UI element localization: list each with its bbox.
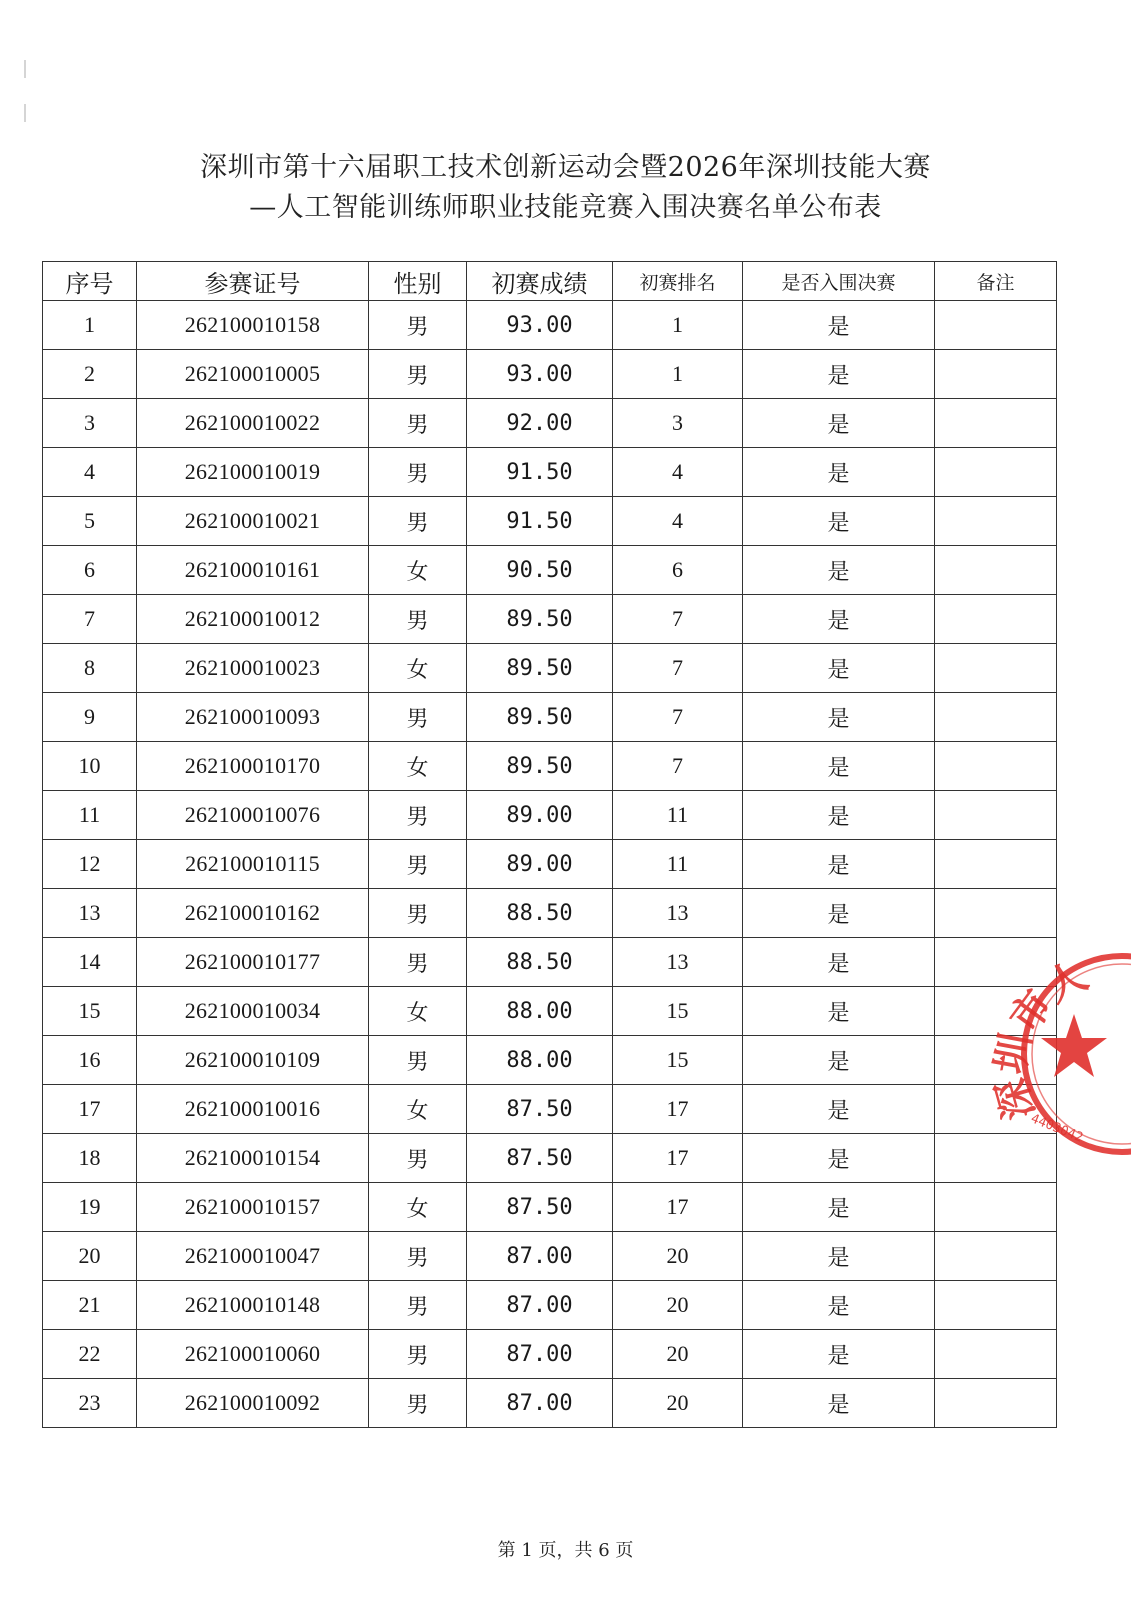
cell-score: 88.00 [467, 987, 613, 1036]
cell-remark [935, 791, 1057, 840]
cell-seq: 1 [43, 301, 137, 350]
cell-seq: 3 [43, 399, 137, 448]
cell-remark [935, 448, 1057, 497]
cell-score: 89.50 [467, 644, 613, 693]
scan-artifact [24, 104, 26, 122]
cell-remark [935, 840, 1057, 889]
cell-score: 89.00 [467, 840, 613, 889]
cell-cert: 262100010060 [137, 1330, 369, 1379]
table-row [43, 742, 1057, 791]
cell-remark [935, 742, 1057, 791]
cell-gender: 男 [369, 1281, 467, 1330]
cell-cert: 262100010115 [137, 840, 369, 889]
cell-rank: 1 [613, 350, 743, 399]
finalist-table [42, 261, 1057, 1428]
cell-gender: 男 [369, 497, 467, 546]
cell-seq: 18 [43, 1134, 137, 1183]
cell-score: 89.50 [467, 742, 613, 791]
header-seq: 序号 [43, 262, 137, 301]
cell-finalist: 是 [743, 889, 935, 938]
table-row [43, 448, 1057, 497]
table-header-row [43, 262, 1057, 301]
table-row [43, 644, 1057, 693]
cell-cert: 262100010177 [137, 938, 369, 987]
table-row [43, 399, 1057, 448]
cell-seq: 5 [43, 497, 137, 546]
cell-score: 87.00 [467, 1232, 613, 1281]
cell-gender: 男 [369, 938, 467, 987]
cell-rank: 13 [613, 889, 743, 938]
cell-finalist: 是 [743, 1379, 935, 1428]
cell-score: 87.50 [467, 1183, 613, 1232]
cell-finalist: 是 [743, 644, 935, 693]
seal-text: 深圳市人工智 [976, 908, 1095, 1125]
cell-finalist: 是 [743, 938, 935, 987]
cell-remark [935, 595, 1057, 644]
cell-cert: 262100010170 [137, 742, 369, 791]
cell-gender: 男 [369, 301, 467, 350]
cell-rank: 20 [613, 1379, 743, 1428]
cell-seq: 23 [43, 1379, 137, 1428]
cell-finalist: 是 [743, 693, 935, 742]
cell-rank: 20 [613, 1330, 743, 1379]
cell-seq: 13 [43, 889, 137, 938]
cell-seq: 9 [43, 693, 137, 742]
cell-gender: 男 [369, 1232, 467, 1281]
cell-finalist: 是 [743, 399, 935, 448]
cell-remark [935, 1379, 1057, 1428]
table-row [43, 987, 1057, 1036]
cell-seq: 4 [43, 448, 137, 497]
header-finalist: 是否入围决赛 [743, 262, 935, 301]
table-body [43, 301, 1057, 1428]
cell-rank: 7 [613, 644, 743, 693]
header-cert: 参赛证号 [137, 262, 369, 301]
cell-remark [935, 546, 1057, 595]
header-rank: 初赛排名 [613, 262, 743, 301]
table-row [43, 1232, 1057, 1281]
table-row [43, 1036, 1057, 1085]
title-line-1: 深圳市第十六届职工技术创新运动会暨2026年深圳技能大赛 [200, 152, 931, 183]
cell-finalist: 是 [743, 448, 935, 497]
cell-rank: 11 [613, 791, 743, 840]
cell-remark [935, 889, 1057, 938]
cell-seq: 17 [43, 1085, 137, 1134]
title-line-2: —人工智能训练师职业技能竞赛入围决赛名单公布表 [249, 192, 882, 223]
cell-remark [935, 399, 1057, 448]
cell-cert: 262100010076 [137, 791, 369, 840]
cell-score: 89.50 [467, 693, 613, 742]
cell-score: 87.50 [467, 1134, 613, 1183]
official-seal [976, 908, 1131, 1174]
cell-gender: 男 [369, 840, 467, 889]
cell-rank: 7 [613, 595, 743, 644]
cell-score: 93.00 [467, 301, 613, 350]
cell-remark [935, 693, 1057, 742]
cell-seq: 12 [43, 840, 137, 889]
cell-cert: 262100010005 [137, 350, 369, 399]
cell-rank: 17 [613, 1134, 743, 1183]
cell-cert: 262100010021 [137, 497, 369, 546]
cell-finalist: 是 [743, 1134, 935, 1183]
header-score: 初赛成绩 [467, 262, 613, 301]
table-row [43, 1183, 1057, 1232]
cell-gender: 男 [369, 791, 467, 840]
cell-score: 89.50 [467, 595, 613, 644]
cell-score: 87.00 [467, 1281, 613, 1330]
table-row [43, 889, 1057, 938]
table-row [43, 1134, 1057, 1183]
cell-gender: 男 [369, 1379, 467, 1428]
cell-remark [935, 497, 1057, 546]
table-row [43, 938, 1057, 987]
cell-seq: 10 [43, 742, 137, 791]
cell-cert: 262100010047 [137, 1232, 369, 1281]
cell-gender: 男 [369, 448, 467, 497]
cell-finalist: 是 [743, 497, 935, 546]
cell-cert: 262100010093 [137, 693, 369, 742]
cell-score: 87.00 [467, 1379, 613, 1428]
cell-seq: 16 [43, 1036, 137, 1085]
cell-rank: 17 [613, 1085, 743, 1134]
table-row [43, 693, 1057, 742]
cell-seq: 11 [43, 791, 137, 840]
cell-finalist: 是 [743, 1232, 935, 1281]
table-row [43, 1085, 1057, 1134]
cell-rank: 7 [613, 742, 743, 791]
cell-rank: 20 [613, 1281, 743, 1330]
cell-score: 88.50 [467, 889, 613, 938]
cell-rank: 6 [613, 546, 743, 595]
cell-rank: 11 [613, 840, 743, 889]
cell-finalist: 是 [743, 546, 935, 595]
cell-cert: 262100010158 [137, 301, 369, 350]
table-row [43, 595, 1057, 644]
cell-seq: 14 [43, 938, 137, 987]
table-row [43, 350, 1057, 399]
seal-code: 4403042 [1028, 1111, 1085, 1146]
cell-remark [935, 1232, 1057, 1281]
cell-rank: 3 [613, 399, 743, 448]
cell-remark [935, 350, 1057, 399]
cell-finalist: 是 [743, 1281, 935, 1330]
cell-gender: 女 [369, 742, 467, 791]
cell-seq: 22 [43, 1330, 137, 1379]
cell-gender: 男 [369, 1036, 467, 1085]
cell-score: 90.50 [467, 546, 613, 595]
cell-score: 93.00 [467, 350, 613, 399]
cell-finalist: 是 [743, 742, 935, 791]
table-row [43, 1281, 1057, 1330]
cell-finalist: 是 [743, 1183, 935, 1232]
cell-gender: 男 [369, 1330, 467, 1379]
cell-gender: 男 [369, 693, 467, 742]
cell-remark [935, 1330, 1057, 1379]
cell-rank: 13 [613, 938, 743, 987]
cell-rank: 1 [613, 301, 743, 350]
cell-rank: 7 [613, 693, 743, 742]
table-row [43, 546, 1057, 595]
cell-cert: 262100010019 [137, 448, 369, 497]
cell-cert: 262100010023 [137, 644, 369, 693]
table-row [43, 1379, 1057, 1428]
cell-finalist: 是 [743, 987, 935, 1036]
cell-gender: 男 [369, 399, 467, 448]
cell-gender: 女 [369, 1085, 467, 1134]
cell-cert: 262100010157 [137, 1183, 369, 1232]
cell-cert: 262100010109 [137, 1036, 369, 1085]
cell-seq: 2 [43, 350, 137, 399]
cell-remark [935, 1183, 1057, 1232]
table-row [43, 840, 1057, 889]
cell-rank: 4 [613, 497, 743, 546]
cell-seq: 7 [43, 595, 137, 644]
cell-finalist: 是 [743, 1036, 935, 1085]
cell-seq: 6 [43, 546, 137, 595]
cell-score: 87.50 [467, 1085, 613, 1134]
cell-seq: 19 [43, 1183, 137, 1232]
page-number: 第 1 页，共 6 页 [497, 1540, 634, 1561]
cell-rank: 15 [613, 1036, 743, 1085]
cell-cert: 262100010012 [137, 595, 369, 644]
cell-finalist: 是 [743, 791, 935, 840]
cell-remark [935, 644, 1057, 693]
cell-cert: 262100010022 [137, 399, 369, 448]
cell-gender: 女 [369, 1183, 467, 1232]
cell-gender: 男 [369, 350, 467, 399]
cell-finalist: 是 [743, 1085, 935, 1134]
table-row [43, 497, 1057, 546]
cell-gender: 女 [369, 987, 467, 1036]
document-title [0, 148, 1131, 228]
header-gender: 性别 [369, 262, 467, 301]
cell-cert: 262100010016 [137, 1085, 369, 1134]
cell-gender: 男 [369, 889, 467, 938]
table-row [43, 1330, 1057, 1379]
cell-seq: 8 [43, 644, 137, 693]
cell-seq: 20 [43, 1232, 137, 1281]
cell-gender: 女 [369, 644, 467, 693]
cell-cert: 262100010034 [137, 987, 369, 1036]
cell-score: 87.00 [467, 1330, 613, 1379]
cell-score: 92.00 [467, 399, 613, 448]
cell-gender: 男 [369, 1134, 467, 1183]
cell-finalist: 是 [743, 1330, 935, 1379]
cell-rank: 17 [613, 1183, 743, 1232]
cell-finalist: 是 [743, 301, 935, 350]
cell-score: 91.50 [467, 448, 613, 497]
cell-rank: 4 [613, 448, 743, 497]
cell-remark [935, 1281, 1057, 1330]
cell-cert: 262100010161 [137, 546, 369, 595]
cell-finalist: 是 [743, 840, 935, 889]
cell-cert: 262100010154 [137, 1134, 369, 1183]
cell-seq: 21 [43, 1281, 137, 1330]
table-row [43, 791, 1057, 840]
cell-rank: 15 [613, 987, 743, 1036]
scan-artifact [24, 60, 26, 78]
cell-gender: 男 [369, 595, 467, 644]
cell-score: 91.50 [467, 497, 613, 546]
cell-score: 89.00 [467, 791, 613, 840]
cell-finalist: 是 [743, 595, 935, 644]
header-remark: 备注 [935, 262, 1057, 301]
cell-cert: 262100010092 [137, 1379, 369, 1428]
cell-finalist: 是 [743, 350, 935, 399]
table-row [43, 301, 1057, 350]
cell-score: 88.00 [467, 1036, 613, 1085]
cell-seq: 15 [43, 987, 137, 1036]
cell-remark [935, 301, 1057, 350]
cell-rank: 20 [613, 1232, 743, 1281]
cell-cert: 262100010162 [137, 889, 369, 938]
cell-gender: 女 [369, 546, 467, 595]
cell-score: 88.50 [467, 938, 613, 987]
cell-cert: 262100010148 [137, 1281, 369, 1330]
